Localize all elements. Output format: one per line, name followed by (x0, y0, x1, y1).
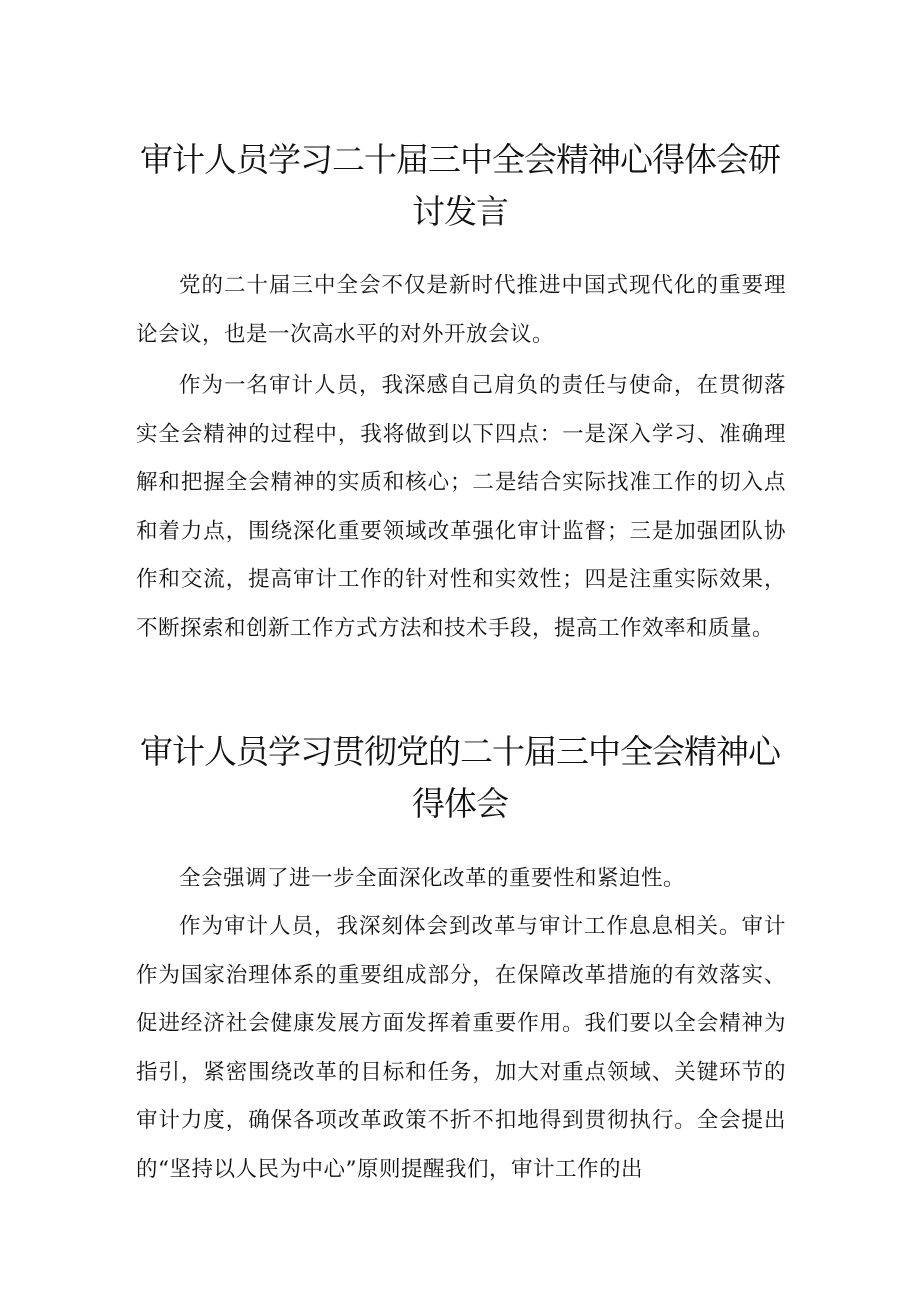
section-2-title-line-1: 审计人员学习贯彻党的二十届三中全会精神心 (140, 732, 780, 771)
section-1-paragraph-2: 作为一名审计人员，我深感自己肩负的责任与使命，在贯彻落实全会精神的过程中，我将做到以下四点：一是深入学习、准确理解和把握全会精神的实质和核心；二是结合实际找准工作的切入点和着力点，围绕深化重要领域改革强化审计监督；三是加强团队协作和交流，提高审计工作的针对性和实效性；四是注重实际效果，不断探索和创新工作方式方法和技术手段，提高工作效率和质量。 (136, 373, 786, 641)
section-1-title (120, 134, 800, 238)
section-1-title-line-2: 讨发言 (412, 192, 508, 231)
section-1-title-line-1: 审计人员学习二十届三中全会精神心得体会研 (140, 140, 780, 179)
section-2-title-line-2: 得体会 (412, 784, 508, 823)
section-2-paragraph-2: 作为审计人员，我深刻体会到改革与审计工作息息相关。审计作为国家治理体系的重要组成部分，在保障改革措施的有效落实、促进经济社会健康发展方面发挥着重要作用。我们要以全会精神为指引，紧密围绕改革的目标和任务，加大对重点领域、关键环节的审计力度，确保各项改革政策不折不扣地得到贯彻执行。全会提出的“坚持以人民为中心”原则提醒我们，审计工作的出 (136, 914, 786, 1182)
section-1-paragraph-1: 党的二十届三中全会不仅是新时代推进中国式现代化的重要理论会议，也是一次高水平的对外开放会议。 (136, 273, 786, 347)
section-2-paragraph-1: 全会强调了进一步全面深化改革的重要性和紧迫性。 (179, 866, 686, 891)
section-2-title (120, 726, 800, 830)
